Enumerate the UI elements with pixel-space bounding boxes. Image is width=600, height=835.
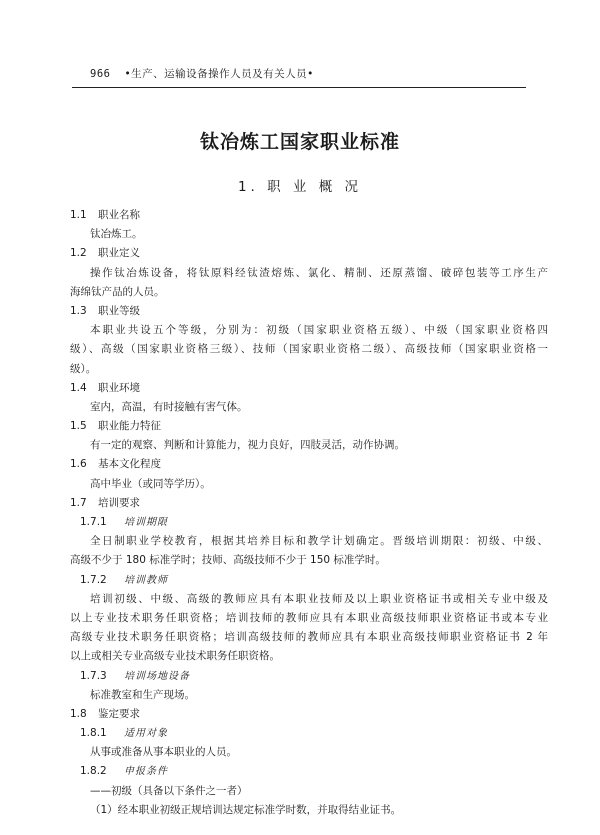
- paragraph: 标准教室和生产现场。: [90, 688, 195, 701]
- heading-number: 1.6: [70, 458, 87, 471]
- heading-1-3: [70, 302, 548, 321]
- heading-number: 1.8.2: [80, 765, 107, 778]
- heading-number: 1.7.1: [80, 516, 107, 528]
- heading-number: 1.8.1: [80, 727, 107, 740]
- heading-label: 职业能力特征: [98, 420, 161, 433]
- running-title: •生产、运输设备操作人员及有关人员•: [124, 68, 314, 80]
- paragraph: 钛冶炼工。: [90, 228, 143, 241]
- heading-number: 1.8: [70, 707, 87, 720]
- heading-label: 基本文化程度: [98, 458, 161, 471]
- paragraph-line: 以上或相关专业高级专业技术职务任职资格。: [70, 650, 280, 663]
- heading-1-7-3: [70, 667, 548, 686]
- heading-label: 申报条件: [124, 766, 168, 778]
- heading-label: 职业环境: [98, 381, 140, 394]
- heading-1-7: [70, 494, 548, 513]
- heading-label: 培训教师: [124, 574, 168, 586]
- heading-1-7-1: [70, 513, 548, 532]
- heading-1-8: [70, 705, 548, 724]
- running-header: [90, 66, 314, 81]
- heading-label: 职业等级: [98, 304, 140, 317]
- heading-1-6: [70, 455, 548, 474]
- heading-number: 1.7: [70, 496, 87, 509]
- paragraph-line: 级）、高级（国家职业资格三级）、技师（国家职业资格二级）、高级技师（国家职业资格一: [70, 343, 548, 356]
- paragraph: 高中毕业（或同等学历）。: [90, 477, 211, 490]
- paragraph: 从事或准备从事本职业的人员。: [90, 746, 237, 759]
- document-title: 钛冶炼工国家职业标准: [199, 131, 400, 153]
- header-rule: [72, 87, 526, 88]
- paragraph: 室内，高温，有时接触有害气体。: [90, 400, 248, 413]
- paragraph-line: 全日制职业学校教育，根据其培养目标和教学计划确定。晋级培训期限：初级、中级、: [90, 535, 548, 548]
- paragraph-line: 本职业共设五个等级，分别为：初级（国家职业资格五级）、中级（国家职业资格四: [90, 324, 548, 337]
- heading-label: 职业名称: [98, 209, 140, 221]
- heading-label: 培训期限: [124, 517, 168, 528]
- paragraph-line: 高级不少于 180 标准学时；技师、高级技师不少于 150 标准学时。: [70, 554, 386, 567]
- paragraph-line: 级）。: [70, 362, 97, 375]
- heading-label: 培训要求: [98, 496, 140, 509]
- heading-label: 职业定义: [98, 247, 140, 260]
- paragraph-line: 以上专业技术职务任职资格；培训技师的教师应具有本职业高级技师职业资格证书或本专业: [70, 611, 548, 624]
- heading-number: 1.5: [70, 420, 87, 433]
- paragraph-line: 操作钛冶炼设备，将钛原料经钛渣熔炼、氯化、精制、还原蒸馏、破碎包装等工序生产: [90, 266, 548, 279]
- heading-1-8-2: [70, 762, 548, 781]
- document-body: [70, 206, 548, 820]
- heading-1-4: [70, 379, 548, 398]
- section-title: 1. 职 业 概 况: [237, 179, 363, 195]
- heading-number: 1.2: [70, 247, 87, 260]
- heading-number: 1.7.3: [80, 669, 107, 682]
- heading-1-7-2: [70, 571, 548, 590]
- paragraph-line: 海绵钛产品的人员。: [70, 285, 165, 298]
- heading-1-8-1: [70, 724, 548, 743]
- heading-number: 1.4: [70, 381, 87, 394]
- paragraph-line: 培训初级、中级、高级的教师应具有本职业技师及以上职业资格证书或相关专业中级及: [90, 592, 548, 605]
- paragraph: 有一定的观察、判断和计算能力，视力良好，四肢灵活，动作协调。: [90, 439, 405, 452]
- heading-number: 1.7.2: [80, 573, 107, 586]
- heading-1-5: [70, 417, 548, 436]
- paragraph-line: 高级专业技术职务任职资格；培训高级技师的教师应具有本职业高级技师职业资格证书 2 年: [70, 631, 548, 644]
- heading-number: 1.3: [70, 304, 87, 317]
- heading-label: 鉴定要求: [98, 707, 140, 720]
- heading-1-2: [70, 244, 548, 263]
- heading-label: 培训场地设备: [124, 670, 190, 682]
- heading-number: 1.1: [70, 209, 87, 221]
- page-number: 966: [90, 68, 111, 80]
- heading-1-1: [70, 206, 548, 225]
- paragraph-line: ——初级（具备以下条件之一者）: [90, 784, 248, 797]
- heading-label: 适用对象: [124, 728, 168, 740]
- paragraph-line: （1）经本职业初级正规培训达规定标准学时数，并取得结业证书。: [90, 803, 402, 816]
